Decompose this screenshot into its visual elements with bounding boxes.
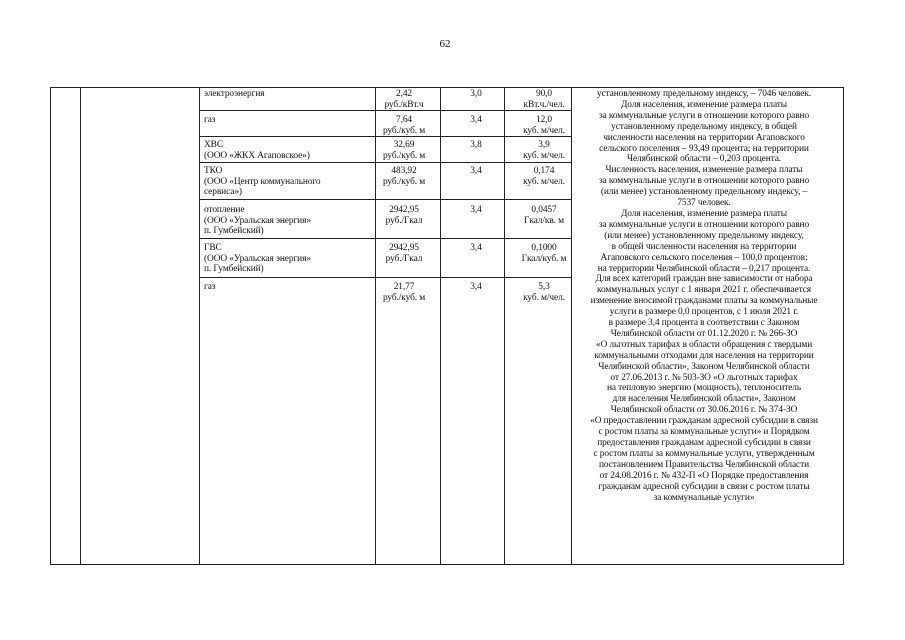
table-row-tariff: 21,77 руб./куб. м: [382, 282, 426, 303]
row-divider: [199, 238, 571, 239]
table-row-value: 0,174 куб. м/чел.: [523, 166, 565, 187]
table-row-percent: 3,0: [470, 89, 482, 99]
table-row-name: ГВС (ООО «Уральская энергия» п. Гумбейский): [204, 243, 311, 275]
column-divider: [80, 88, 81, 564]
description-text: установленному предельному индексу, – 7046 человек. Доля населения, изменение размера платы за коммунальные услуги в отношении которого равно установленному предельному индексу, в общей численности населения на территории Агаповского сельского поселения – 93,49 процента; на территории Челябинской области – 0,203 процента. Численность населения, изменение размера платы за коммунальные услуги в отношении которого равно (или менее) установленному предельному индексу, – 7537 человек. Доля населения, изменение размера платы за коммунальные услуги в отношении которого равно (или менее) установленному предельному индексу, в общей численности населения на территории Агаповского сельского поселения – 100,0 процентов; на территории Челябинской области – 0,217 процента. Для всех категорий граждан вне зависимости от набора коммунальных услуг с 1 января 2021 г. обеспечивается изменение вносимой гражданами платы за коммунальные услуги в размере 0,0 процентов, с 1 июля 2021 г. в размере 3,4 процента в соответствии с Законом Челябинской области от 01.12.2020 г. № 266-ЗО «О льготных тарифах в области обращения с твердыми коммунальными отходами для населения на территории Челябинской области», Законом Челябинской области от 27.06.2013 г. № 503-ЗО «О льготных тарифах на тепловую энергию (мощность), теплоноситель для населения Челябинской области», Законом Челябинской области от 30.06.2016 г. № 374-ЗО «О предоставлении гражданам адресной субсидии в связи с ростом платы за коммунальные услуги» и Порядком предоставления гражданам адресной субсидии в связи с ростом платы за коммунальные услуги, утвержденным постановлением Правительства Челябинской области от 24.08.2016 г. № 432-П «О Порядке предоставления гражданам адресной субсидии в связи с ростом платы за коммунальные услуги»: [590, 89, 818, 503]
table-row-tariff: 2,42 руб./кВт.ч: [384, 89, 424, 110]
table-row-value: 0,0457 Гкал/кв. м: [524, 205, 564, 226]
table-row-value: 3,9 куб. м/чел.: [523, 140, 565, 161]
tariff-table: [50, 87, 844, 565]
table-row-value: 0,1000 Гкал/куб. м: [521, 243, 567, 264]
table-row-name: ТКО (ООО «Центр коммунального сервиса»): [204, 166, 321, 198]
table-row-tariff: 2942,95 руб./Гкал: [385, 205, 423, 226]
table-row-percent: 3,8: [470, 140, 482, 150]
table-row-tariff: 32,69 руб./куб. м: [382, 140, 426, 161]
row-divider: [199, 162, 571, 163]
table-row-name: газ: [204, 282, 216, 292]
table-row-value: 5,3 куб. м/чел.: [523, 282, 565, 303]
column-divider: [440, 88, 441, 564]
column-divider: [199, 88, 200, 564]
row-divider: [199, 277, 571, 278]
table-row-name: ХВС (ООО «ЖКХ Агаповское»): [204, 140, 310, 161]
table-row-tariff: 483,92 руб./куб. м: [382, 166, 426, 187]
table-row-percent: 3,4: [470, 166, 482, 176]
table-row-percent: 3,4: [470, 243, 482, 253]
table-row-name: электроэнергия: [204, 89, 265, 99]
table-row-value: 12,0 куб. м/чел.: [523, 115, 565, 136]
page-number: 62: [439, 38, 451, 50]
table-row-percent: 3,4: [470, 205, 482, 215]
table-row-tariff: 2942,95 руб./Гкал: [385, 243, 423, 264]
table-row-tariff: 7,64 руб./куб. м: [382, 115, 426, 136]
table-row-name: отопление (ООО «Уральская энергия» п. Гумбейский): [204, 205, 311, 237]
table-row-name: газ: [204, 115, 216, 125]
table-row-value: 90,0 кВт.ч./чел.: [523, 89, 565, 110]
table-row-percent: 3,4: [470, 115, 482, 125]
table-row-percent: 3,4: [470, 282, 482, 292]
row-divider: [199, 199, 571, 200]
